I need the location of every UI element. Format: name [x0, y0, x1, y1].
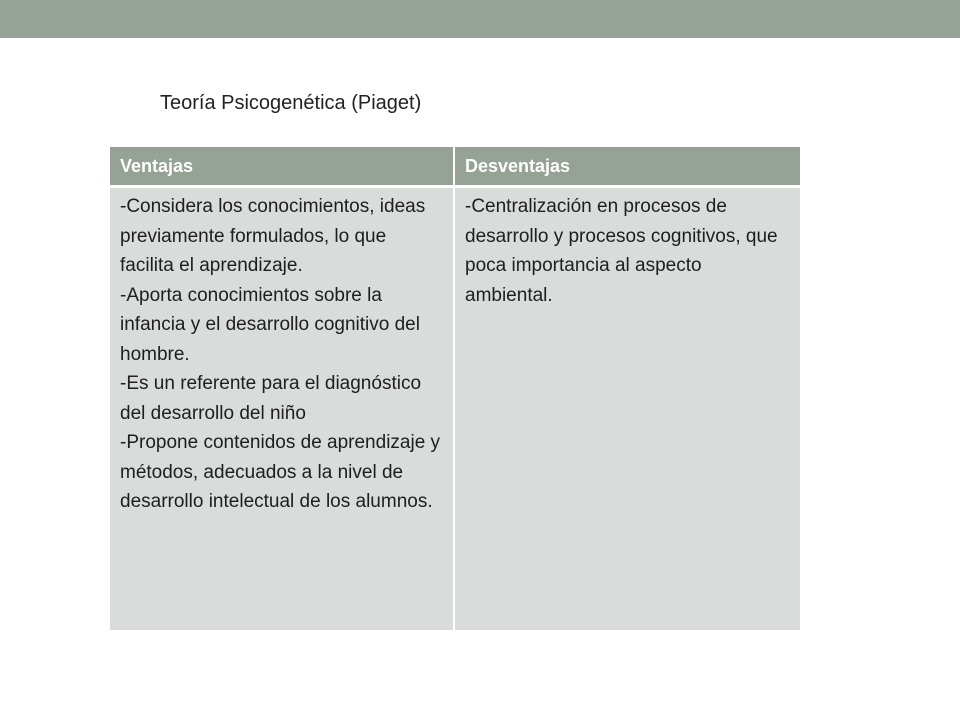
ventajas-cell — [110, 187, 454, 631]
header-ventajas: Ventajas — [110, 147, 454, 187]
ventaja-item: -Propone contenidos de aprendizaje y métodos, adecuados a la nivel de desarrollo intelectual de los alumnos. — [120, 432, 441, 512]
header-desventajas: Desventajas — [454, 147, 800, 187]
table-header-row — [110, 147, 800, 187]
desventajas-cell — [454, 187, 800, 631]
top-accent-band — [0, 0, 960, 38]
comparison-table — [110, 147, 800, 630]
table-row — [110, 187, 800, 631]
ventaja-item: -Aporta conocimientos sobre la infancia y el desarrollo cognitivo del hombre. — [120, 284, 420, 365]
desventaja-item: -Centralización en procesos de desarrollo y procesos cognitivos, que poca importancia al aspecto ambiental. — [465, 196, 778, 306]
ventaja-item: -Considera los conocimientos, ideas previamente formulados, lo que facilita el aprendizaje. — [120, 196, 426, 276]
slide-title: Teoría Psicogenética (Piaget) — [160, 92, 422, 114]
ventaja-item: -Es un referente para el diagnóstico del desarrollo del niño — [120, 373, 422, 424]
